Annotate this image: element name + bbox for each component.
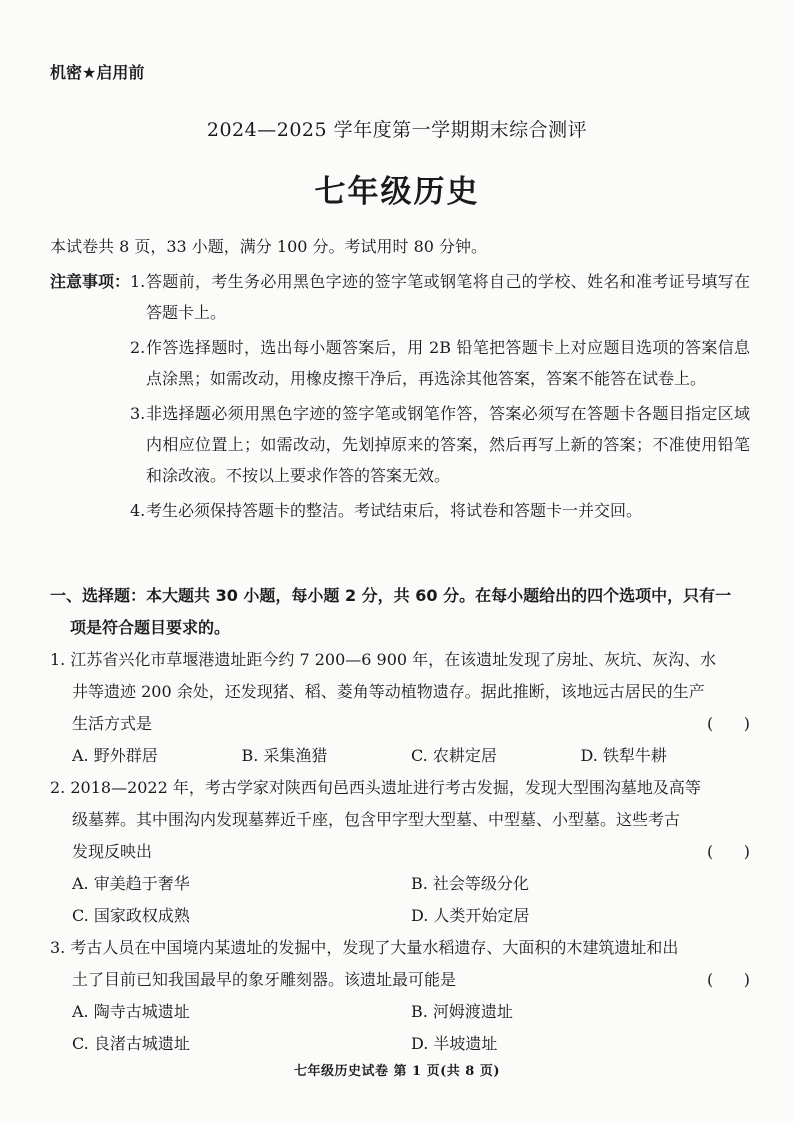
notes-item — [50, 332, 750, 394]
option-b: B. 采集渔猎 — [241, 746, 328, 765]
notes-item-number: 3. — [130, 404, 146, 423]
stem-line: 3. 考古人员在中国境内某遗址的发掘中，发现了大量水稻遗存、大面积的木建筑遗址和出 — [50, 938, 679, 957]
notes-item — [50, 266, 750, 328]
option-a: A. 野外群居 — [72, 746, 158, 765]
answer-bracket: ( ) — [707, 714, 750, 733]
notes-item-text: 非选择题必须用黑色字迹的签字笔或钢笔作答，答案必须写在答题卡各题目指定区域内相应位置上；如需改动，先划掉原来的答案，然后再写上新的答案；不准使用铅笔和涂改液。不按以上要求作答的答案无效。 — [146, 404, 750, 485]
option-c: C. 良渚古城遗址 — [72, 1034, 190, 1053]
confidential-mark: 机密★启用前 — [50, 63, 145, 82]
page-footer: 七年级历史试卷 第 1 页(共 8 页) — [293, 1064, 501, 1079]
notes-item-number: 2. — [130, 338, 146, 357]
stem-line: 发现反映出 — [72, 842, 153, 861]
option-a: A. 审美趋于奢华 — [72, 874, 190, 893]
option-d: D. 半坡遗址 — [411, 1034, 498, 1053]
option-d: D. 人类开始定居 — [411, 906, 530, 925]
notes-label: 注意事项： — [50, 272, 131, 291]
stem-line: 生活方式是 — [72, 714, 153, 733]
notes-item-text: 作答选择题时，选出每小题答案后，用 2B 铅笔把答题卡上对应题目选项的答案信息点涂黑；如需改动，用橡皮擦干净后，再选涂其他答案，答案不能答在试卷上。 — [146, 338, 750, 388]
stem-last-line — [50, 964, 750, 996]
answer-bracket: ( ) — [707, 842, 750, 861]
section-heading-line2: 项是符合题目要求的。 — [70, 618, 231, 637]
question-list — [50, 644, 750, 1060]
option-d: D. 铁犁牛耕 — [580, 746, 667, 765]
section-heading — [50, 580, 750, 644]
exam-title: 2024—2025 学年度第一学期期末综合测评 — [206, 119, 588, 141]
notes-item — [50, 398, 750, 491]
question-stem — [50, 772, 750, 868]
question-3 — [50, 932, 750, 1060]
exam-info: 本试卷共 8 页，33 小题，满分 100 分。考试用时 80 分钟。 — [50, 237, 488, 256]
question-stem — [50, 644, 750, 740]
stem-last-line — [50, 836, 750, 868]
stem-line: 1. 江苏省兴化市草堰港遗址距今约 7 200—6 900 年，在该遗址发现了房址、灰坑、灰沟、水 — [50, 650, 717, 669]
stem-line: 土了目前已知我国最早的象牙雕刻器。该遗址最可能是 — [72, 970, 457, 989]
stem-line: 2. 2018—2022 年，考古学家对陕西旬邑西头遗址进行考古发掘，发现大型围沟墓地及高等 — [50, 778, 701, 797]
options-grid — [50, 996, 750, 1060]
option-b: B. 社会等级分化 — [411, 874, 529, 893]
option-b: B. 河姆渡遗址 — [411, 1002, 513, 1021]
notes-item-number: 4. — [130, 501, 146, 520]
notes-item — [50, 495, 750, 526]
subject-title: 七年级历史 — [314, 174, 480, 210]
notes-block — [50, 266, 750, 530]
notes-item-text: 考生必须保持答题卡的整洁。考试结束后，将试卷和答题卡一并交回。 — [146, 501, 643, 520]
stem-last-line — [50, 708, 750, 740]
option-a: A. 陶寺古城遗址 — [72, 1002, 190, 1021]
options-row — [50, 740, 750, 772]
options-grid — [50, 868, 750, 932]
notes-item-number: 1. — [130, 272, 146, 291]
section-heading-line1: 一、选择题：本大题共 30 小题，每小题 2 分，共 60 分。在每小题给出的四个选项中，只有一 — [50, 586, 732, 605]
stem-line: 级墓葬。其中围沟内发现墓葬近千座，包含甲字型大型墓、中型墓、小型墓。这些考古 — [72, 810, 681, 829]
question-1 — [50, 644, 750, 772]
option-c: C. 农耕定居 — [411, 746, 497, 765]
option-c: C. 国家政权成熟 — [72, 906, 190, 925]
stem-line: 井等遗迹 200 余处，还发现猪、稻、菱角等动植物遗存。据此推断，该地远古居民的生产 — [72, 682, 705, 701]
question-2 — [50, 772, 750, 932]
answer-bracket: ( ) — [707, 970, 750, 989]
notes-item-text: 答题前，考生务必用黑色字迹的签字笔或钢笔将自己的学校、姓名和准考证号填写在答题卡上。 — [146, 272, 750, 322]
question-stem — [50, 932, 750, 996]
